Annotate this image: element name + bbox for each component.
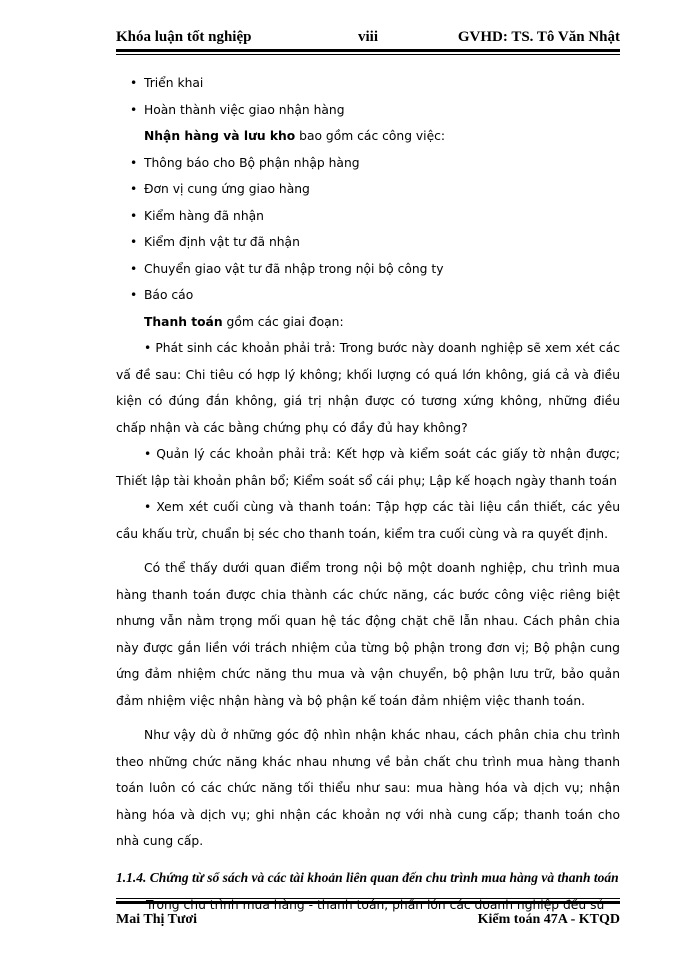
payment-rest: gồm các giai đoạn:: [222, 314, 344, 329]
page-header: [116, 25, 620, 49]
body-paragraph: Như vậy dù ở những góc độ nhìn nhận khác nhau, cách phân chia chu trình theo những chức năng khác nhau nhưng về bản chất chu trình mua hàng thanh toán luôn có các chức năng tối thiểu như sau: mua hàng hóa và dịch vụ; nhận hàng hóa và dịch vụ; ghi nhận các khoản nợ với nhà cung cấp; thanh toán cho nhà cung cấp.: [116, 728, 620, 848]
section-heading: 1.1.4. Chứng từ sổ sách và các tài khoản liên quan đến chu trình mua hàng và thanh toán: [116, 869, 619, 885]
receiving-rest: bao gồm các công việc:: [295, 129, 446, 143]
header-rule: [116, 49, 620, 55]
bullet-icon: •: [144, 447, 157, 461]
list-item: • Đơn vị cung ứng giao hàng: [116, 176, 620, 203]
body-paragraph: Trong chu trình mua hàng - thanh toán, phần lớn các doanh nghiệp đều sử: [146, 897, 605, 912]
page-number: viii: [358, 28, 379, 45]
list-item: • Kiểm định vật tư đã nhận: [116, 229, 620, 256]
list-item: • Thông báo cho Bộ phận nhập hàng: [116, 150, 620, 177]
payment-intro: [116, 309, 620, 336]
receiving-intro: [116, 123, 620, 150]
body-paragraph: Có thể thấy dưới quan điểm trong nội bộ một doanh nghiệp, chu trình mua hàng thanh toán được chia thành các chức năng, các bước công việc riêng biệt nhưng vẫn nằm trọng mối quan hệ tác động chặt chẽ lẫn nhau. Cách phân chia này được gắn liền với trách nhiệm của từng bộ phận trong đơn vị; Bộ phận cung ứng đảm nhiệm chức năng thu mua và vận chuyển, bộ phận lưu trữ, bảo quản đảm nhiệm việc nhận hàng và bộ phận kế toán đảm nhiệm việc thanh toán.: [116, 561, 620, 708]
receiving-bold: Nhận hàng và lưu kho: [144, 129, 296, 143]
footer-class: Kiểm toán 47A - KTQD: [477, 912, 620, 927]
page-body: [116, 70, 620, 918]
bullet-icon: •: [144, 500, 157, 514]
header-advisor: GVHD: TS. Tô Văn Nhật: [457, 28, 620, 45]
header-title: Khóa luận tốt nghiệp: [116, 28, 252, 45]
list-item: • Triển khai: [116, 70, 620, 97]
payment-stage-1: • Phát sinh các khoản phải trả: Trong bước này doanh nghiệp sẽ xem xét các vấ đề sau: Chi tiêu có hợp lý không; khối lượng có quá lớn không, giá cả và điều kiện có đúng đắn không, giá trị nhận được có tương xứng không, những điều chấp nhận và các bằng chứng phụ có đầy đủ hay không?: [116, 341, 620, 435]
payment-stage-2: • Quản lý các khoản phải trả: Kết hợp và kiểm soát các giấy tờ nhận được; Thiết lập tài khoản phân bổ; Kiểm soát sổ cái phụ; Lập kế hoạch ngày thanh toán: [116, 447, 620, 488]
list-item: • Chuyển giao vật tư đã nhập trong nội bộ công ty: [116, 256, 620, 283]
page-footer: [116, 912, 620, 928]
footer-rule: [116, 898, 620, 904]
payment-bold: Thanh toán: [144, 314, 223, 329]
bullet-icon: •: [144, 341, 156, 355]
list-item: • Hoàn thành việc giao nhận hàng: [116, 97, 620, 124]
list-item: • Báo cáo: [116, 282, 620, 309]
payment-stage-3: • Xem xét cuối cùng và thanh toán: Tập hợp các tài liệu cần thiết, các yêu cầu khấu trừ, chuẩn bị séc cho thanh toán, kiểm tra cuối cùng và ra quyết định.: [116, 500, 620, 541]
footer-author: Mai Thị Tươi: [116, 912, 197, 927]
list-item: • Kiểm hàng đã nhận: [116, 203, 620, 230]
